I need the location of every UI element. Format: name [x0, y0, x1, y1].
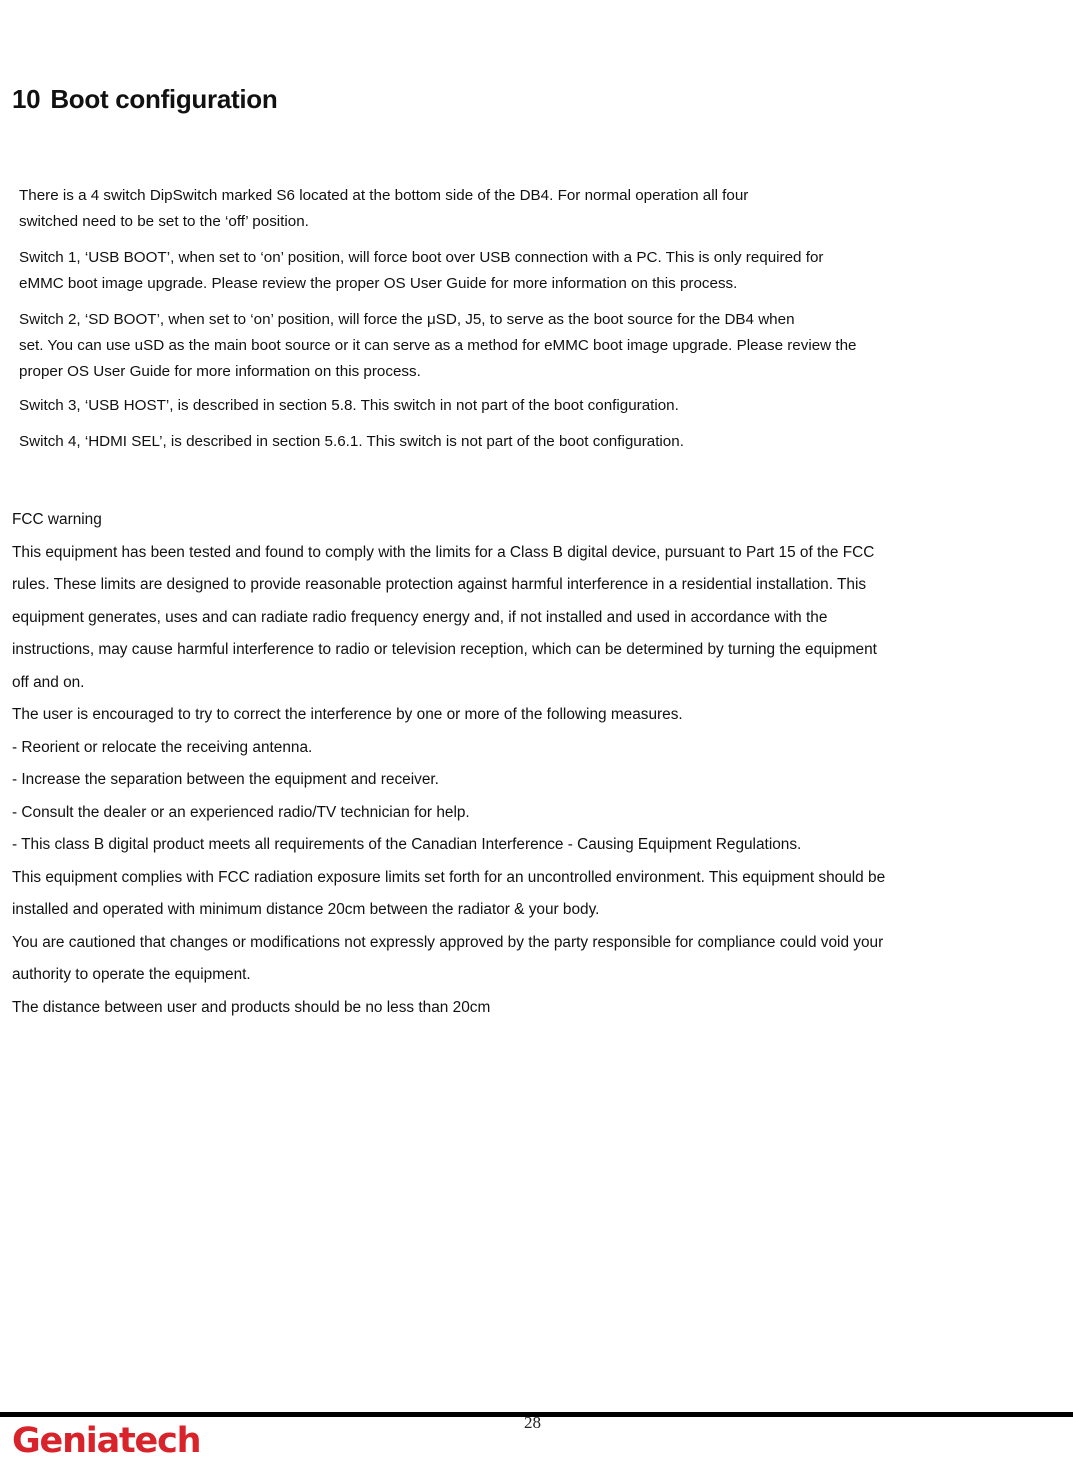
geniatech-logo: Geniatech: [12, 1421, 201, 1461]
fcc-line: installed and operated with minimum distance 20cm between the radiator & your body.: [12, 901, 600, 918]
fcc-line: instructions, may cause harmful interference to radio or television reception, which can be determined by turning the equipment: [12, 641, 877, 658]
fcc-line: The user is encouraged to try to correct the interference by one or more of the following measures.: [12, 706, 683, 723]
fcc-line: equipment generates, uses and can radiate radio frequency energy and, if not installed and used in accordance with the: [12, 608, 828, 626]
fcc-line: The distance between user and products should be no less than 20cm: [12, 998, 491, 1016]
fcc-line: You are cautioned that changes or modifications not expressly approved by the party responsible for compliance could void your: [12, 933, 884, 951]
fcc-line: authority to operate the equipment.: [12, 966, 251, 983]
switch1-line-1: Switch 1, ‘USB BOOT’, when set to ‘on’ position, will force boot over USB connection with a PC. This is only required for: [19, 249, 824, 266]
fcc-line: FCC warning: [12, 511, 102, 528]
switch2-line-1: Switch 2, ‘SD BOOT’, when set to ‘on’ position, will force the μSD, J5, to serve as the boot source for the DB4 when: [19, 311, 795, 328]
fcc-line: - Consult the dealer or an experienced radio/TV technician for help.: [12, 803, 470, 821]
intro-line-2: switched need to be set to the ‘off’ position.: [19, 213, 309, 230]
switch2-line-2: set. You can use uSD as the main boot source or it can serve as a method for eMMC boot image upgrade. Please review the: [19, 337, 857, 354]
fcc-line: This equipment complies with FCC radiation exposure limits set forth for an uncontrolled environment. This equipment should be: [12, 868, 886, 886]
fcc-line: rules. These limits are designed to provide reasonable protection against harmful interference in a residential installation. This: [12, 576, 867, 593]
fcc-line: - This class B digital product meets all requirements of the Canadian Interference - Causing Equipment Regulations.: [12, 836, 802, 853]
fcc-line: This equipment has been tested and found to comply with the limits for a Class B digital device, pursuant to Part 15 of the FCC: [12, 543, 875, 561]
fcc-warning-text: [12, 504, 1064, 1024]
page-number: 28: [524, 1413, 541, 1432]
boot-configuration-text: [19, 183, 1049, 455]
fcc-line: - Reorient or relocate the receiving antenna.: [12, 738, 313, 756]
switch3-text: Switch 3, ‘USB HOST’, is described in section 5.8. This switch in not part of the boot configuration.: [19, 397, 679, 414]
intro-line-1: There is a 4 switch DipSwitch marked S6 located at the bottom side of the DB4. For normal operation all four: [19, 187, 749, 204]
section-number: 10: [12, 84, 41, 114]
section-heading: [12, 84, 277, 115]
switch2-line-3: proper OS User Guide for more information on this process.: [19, 363, 421, 380]
fcc-line: off and on.: [12, 673, 85, 691]
switch4-text: Switch 4, ‘HDMI SEL’, is described in section 5.6.1. This switch is not part of the boot configuration.: [19, 433, 684, 450]
switch1-line-2: eMMC boot image upgrade. Please review the proper OS User Guide for more information on this process.: [19, 275, 738, 292]
fcc-line: - Increase the separation between the equipment and receiver.: [12, 771, 439, 788]
section-title: Boot configuration: [50, 84, 278, 114]
